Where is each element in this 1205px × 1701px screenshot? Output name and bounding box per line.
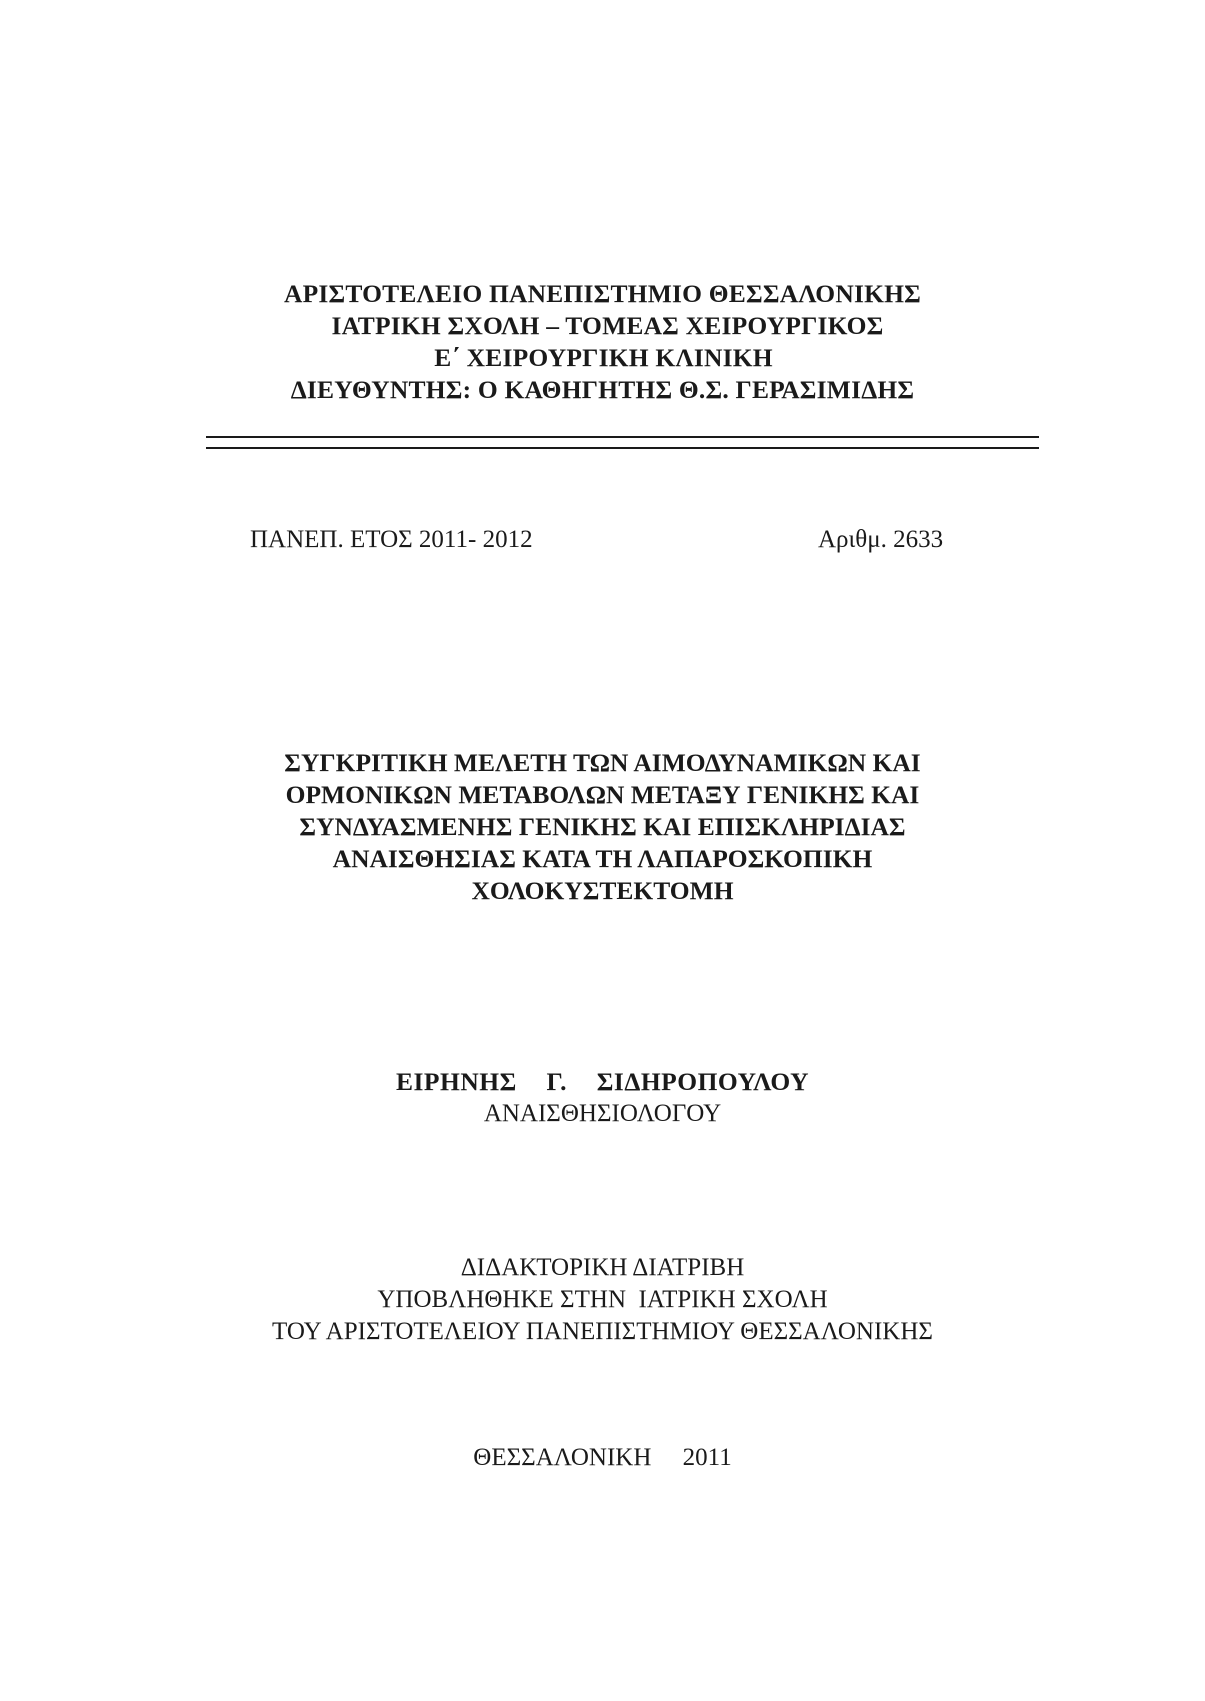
author-role: ΑΝΑΙΣΘΗΣΙΟΛΟΓΟΥ [483, 1100, 722, 1127]
school-department: ΙΑΤΡΙΚΗ ΣΧΟΛΗ – ΤΟΜΕΑΣ ΧΕΙΡΟΥΡΓΙΚΟΣ [331, 311, 884, 340]
title-line: ΣΥΓΚΡΙΤΙΚΗ ΜΕΛΕΤΗ ΤΩΝ ΑΙΜΟΔΥΝΑΜΙΚΩΝ ΚΑΙ [284, 748, 921, 777]
thesis-statement [0, 1252, 1205, 1348]
thesis-type: ΔΙΔΑΚΤΟΡΙΚΗ ΔΙΑΤΡΙΒΗ [460, 1254, 745, 1281]
divider-top [206, 436, 1039, 438]
title-line: ΣΥΝΔΥΑΣΜΕΝΗΣ ΓΕΝΙΚΗΣ ΚΑΙ ΕΠΙΣΚΛΗΡΙΔΙΑΣ [299, 812, 906, 841]
title-line: ΑΝΑΙΣΘΗΣΙΑΣ ΚΑΤΑ ΤΗ ΛΑΠΑΡΟΣΚΟΠΙΚΗ [332, 844, 873, 873]
thesis-number: Αριθμ. 2633 [818, 526, 944, 553]
clinic-director: ΔΙΕΥΘΥΝΤΗΣ: Ο ΚΑΘΗΓΗΤΗΣ Θ.Σ. ΓΕΡΑΣΙΜΙΔΗΣ [290, 375, 915, 404]
submission-line: ΥΠΟΒΛΗΘΗΚΕ ΣΤΗΝ ΙΑΤΡΙΚΗ ΣΧΟΛΗ [377, 1286, 828, 1313]
clinic-name: Ε΄ ΧΕΙΡΟΥΡΓΙΚΗ ΚΛΙΝΙΚΗ [434, 343, 773, 372]
title-line: ΧΟΛΟΚΥΣΤΕΚΤΟΜΗ [471, 876, 734, 905]
institution-header [0, 278, 1205, 406]
submission-institution: ΤΟΥ ΑΡΙΣΤΟΤΕΛΕΙΟΥ ΠΑΝΕΠΙΣΤΗΜΙΟΥ ΘΕΣΣΑΛΟΝΙΚΗΣ [272, 1318, 933, 1345]
thesis-title [0, 747, 1205, 907]
title-line: ΟΡΜΟΝΙΚΩΝ ΜΕΤΑΒΟΛΩΝ ΜΕΤΑΞΥ ΓΕΝΙΚΗΣ ΚΑΙ [285, 780, 920, 809]
place-and-year: ΘΕΣΣΑΛΟΝΙΚΗ 2011 [473, 1444, 732, 1471]
academic-year: ΠΑΝΕΠ. ΕΤΟΣ 2011- 2012 [250, 526, 533, 553]
author-name: ΕΙΡΗΝΗΣ Γ. ΣΙΔΗΡΟΠΟΥΛΟΥ [395, 1067, 809, 1096]
university-name: ΑΡΙΣΤΟΤΕΛΕΙΟ ΠΑΝΕΠΙΣΤΗΜΙΟ ΘΕΣΣΑΛΟΝΙΚΗΣ [283, 279, 922, 308]
divider-bottom [206, 447, 1039, 449]
author-block [0, 1066, 1205, 1130]
